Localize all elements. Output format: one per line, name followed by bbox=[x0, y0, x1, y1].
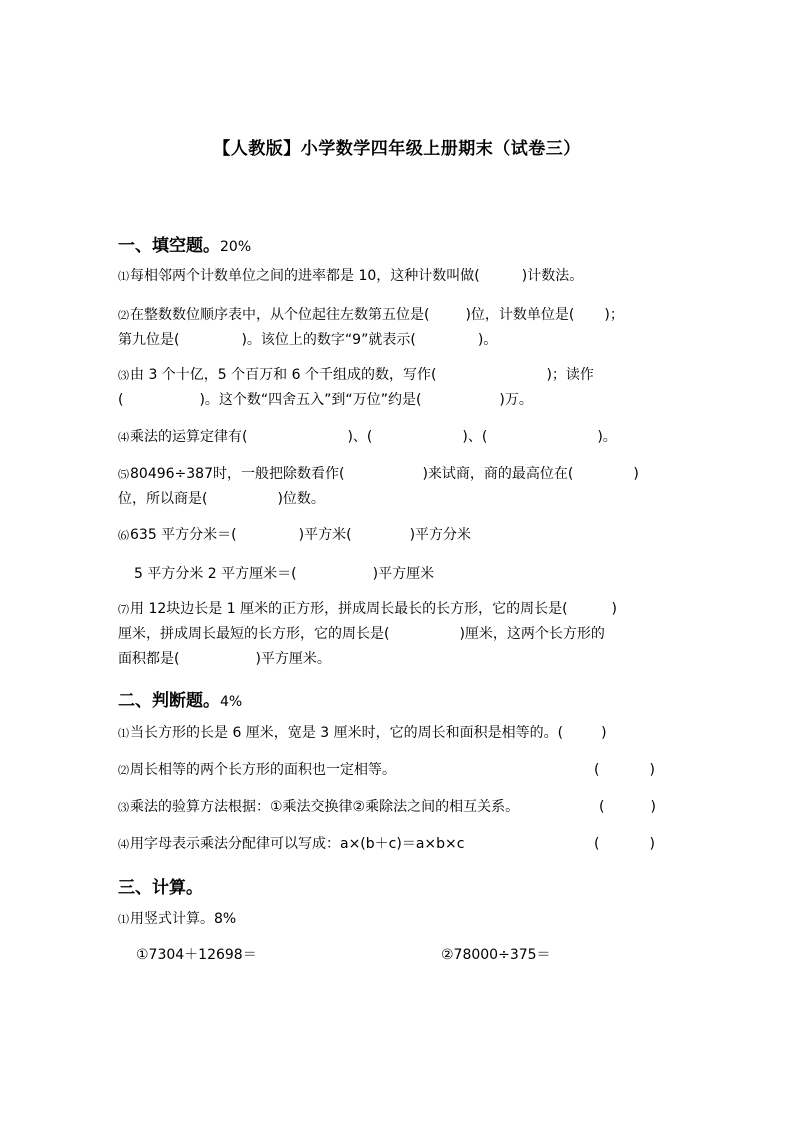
section-label: 三、计算。 bbox=[118, 878, 203, 898]
question-number: ⑴ bbox=[118, 913, 129, 926]
section-judge-heading bbox=[118, 686, 242, 711]
question-text: )位数。 bbox=[277, 491, 325, 507]
question-text: 面积都是( bbox=[118, 651, 180, 667]
question-text: ( bbox=[118, 392, 124, 408]
section-percent: 4% bbox=[220, 694, 243, 710]
question-text: )、( bbox=[462, 429, 488, 445]
question-text: 位，所以商是( bbox=[118, 491, 208, 507]
question-text: 当长方形的长是 6 厘米，宽是 3 厘米时，它的周长和面积是相等的。( bbox=[130, 725, 564, 741]
question-text: )位，计数单位是( bbox=[465, 307, 575, 323]
answer-bracket[interactable] bbox=[594, 758, 655, 783]
page-title: 【人教版】小学数学四年级上册期末（试卷三） bbox=[213, 139, 581, 159]
calc-subquestion-1 bbox=[118, 907, 678, 932]
fill-question-7 bbox=[118, 597, 678, 672]
calc-problem-1: ①7304＋12698＝ bbox=[136, 947, 257, 963]
bracket-close: ) bbox=[649, 836, 655, 852]
bracket-open: ( bbox=[594, 836, 600, 852]
question-text: )厘米，这两个长方形的 bbox=[459, 626, 605, 642]
question-text: 635 平方分米＝( bbox=[130, 527, 237, 543]
question-text: 厘米，拼成周长最短的长方形，它的周长是( bbox=[118, 626, 390, 642]
question-text: )。该位上的数字“9”就表示( bbox=[241, 332, 416, 348]
question-text: 在整数数位顺序表中，从个位起往左数第五位是( bbox=[130, 307, 430, 323]
question-text: 80496÷387时，一般把除数看作( bbox=[130, 466, 345, 482]
question-text: )平方分米 bbox=[409, 527, 472, 543]
answer-bracket[interactable] bbox=[594, 832, 655, 857]
fill-question-2 bbox=[118, 303, 678, 353]
question-text: )。这个数“四舍五入”到“万位”约是( bbox=[199, 392, 422, 408]
question-text: )； bbox=[604, 307, 624, 323]
judge-question-1 bbox=[118, 721, 678, 746]
question-number: ⑺ bbox=[118, 603, 129, 616]
question-text: )；读作 bbox=[546, 367, 594, 383]
question-number: ⑶ bbox=[118, 369, 129, 382]
judge-question-3 bbox=[118, 795, 678, 820]
fill-question-6-part-2 bbox=[134, 562, 694, 587]
section-label: 二、判断题。 bbox=[118, 691, 220, 711]
question-text: )平方厘米 bbox=[372, 566, 435, 582]
judge-question-4 bbox=[118, 832, 678, 857]
question-text: )平方米( bbox=[298, 527, 352, 543]
question-number: ⑵ bbox=[118, 764, 129, 777]
bracket-open: ( bbox=[599, 799, 605, 815]
question-number: ⑹ bbox=[118, 529, 129, 542]
section-percent: 20% bbox=[220, 239, 252, 255]
section-calc-heading bbox=[118, 873, 203, 898]
question-text: ) bbox=[633, 466, 639, 482]
fill-question-5 bbox=[118, 462, 678, 512]
fill-question-4 bbox=[118, 425, 678, 450]
question-number: ⑷ bbox=[118, 431, 129, 444]
question-number: ⑵ bbox=[118, 309, 129, 322]
question-number: ⑴ bbox=[118, 270, 129, 283]
bracket-close: ) bbox=[650, 799, 656, 815]
question-text: 乘法的验算方法根据：①乘法交换律②乘除法之间的相互关系。 bbox=[130, 799, 520, 815]
question-text: 用竖式计算。 bbox=[130, 911, 214, 927]
section-fill-heading bbox=[118, 231, 251, 256]
question-text: )平方厘米。 bbox=[255, 651, 331, 667]
question-text: 用 12块边长是 1 厘米的正方形，拼成周长最长的长方形，它的周长是( bbox=[130, 601, 568, 617]
question-text: 周长相等的两个长方形的面积也一定相等。 bbox=[130, 762, 396, 778]
judge-question-2 bbox=[118, 758, 678, 783]
fill-question-3 bbox=[118, 363, 678, 413]
question-text: ) bbox=[601, 725, 607, 741]
question-text: 5 平方分米 2 平方厘米＝( bbox=[134, 566, 297, 582]
fill-question-6 bbox=[118, 523, 678, 548]
question-number: ⑶ bbox=[118, 801, 129, 814]
question-text: )来试商，商的最高位在( bbox=[422, 466, 574, 482]
question-text: )万。 bbox=[499, 392, 533, 408]
question-text: )计数法。 bbox=[521, 268, 584, 284]
question-text: 由 3 个十亿，5 个百万和 6 个千组成的数，写作( bbox=[130, 367, 437, 383]
bracket-open: ( bbox=[594, 762, 600, 778]
question-number: ⑸ bbox=[118, 468, 129, 481]
question-text: 每相邻两个计数单位之间的进率都是 10，这种计数叫做( bbox=[130, 268, 480, 284]
answer-bracket[interactable] bbox=[599, 795, 656, 820]
question-text: )。 bbox=[477, 332, 498, 348]
question-text: 用字母表示乘法分配律可以写成：a×(b＋c)＝a×b×c bbox=[130, 836, 465, 852]
question-text: 乘法的运算定律有( bbox=[130, 429, 248, 445]
bracket-close: ) bbox=[649, 762, 655, 778]
question-number: ⑷ bbox=[118, 838, 129, 851]
question-text: 第九位是( bbox=[118, 332, 180, 348]
fill-question-1 bbox=[118, 264, 678, 289]
question-number: ⑴ bbox=[118, 727, 129, 740]
question-text: )、( bbox=[347, 429, 373, 445]
section-label: 一、填空题。 bbox=[118, 236, 220, 256]
question-text: )。 bbox=[597, 429, 617, 445]
calc-problem-2: ②78000÷375＝ bbox=[441, 947, 551, 963]
question-percent: 8% bbox=[214, 911, 237, 927]
question-text: ) bbox=[611, 601, 618, 617]
